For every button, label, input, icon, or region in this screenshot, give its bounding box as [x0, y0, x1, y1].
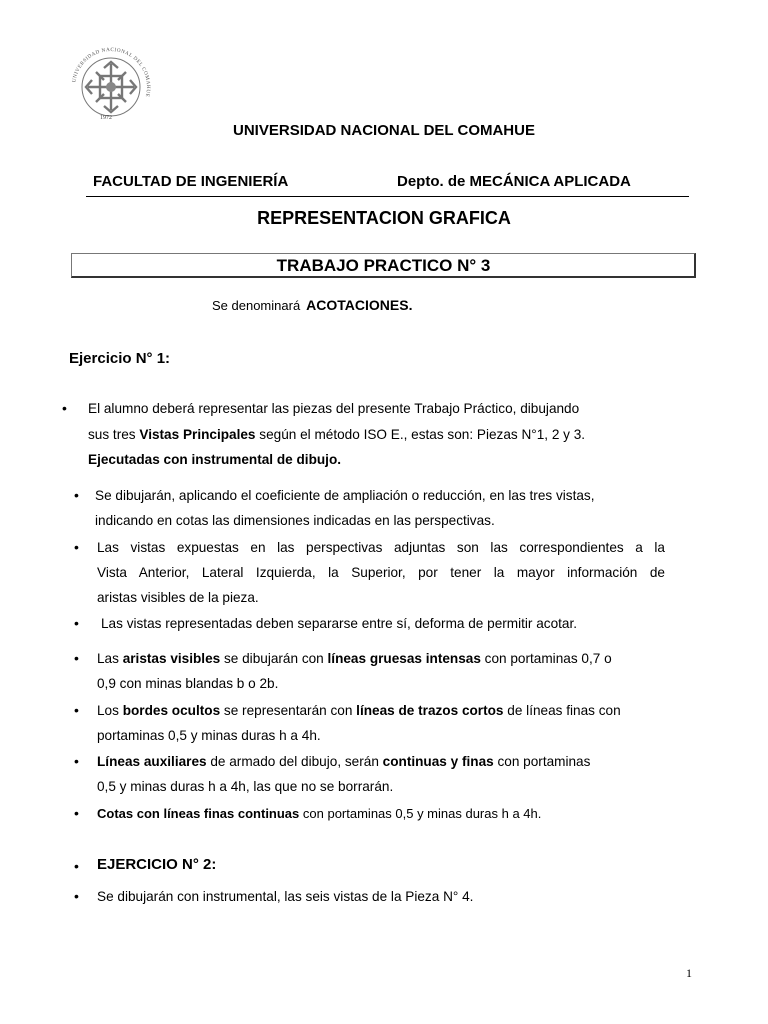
- page-number: 1: [686, 966, 692, 980]
- ex1-b4-line1: Las vistas representadas deben separarse entre sí, deforma de permitir acotar.: [101, 616, 578, 631]
- intro-name: ACOTACIONES.: [306, 297, 413, 313]
- intro-line: [212, 297, 412, 313]
- bullet-icon: •: [74, 539, 79, 555]
- university-name: UNIVERSIDAD NACIONAL DEL COMAHUE: [233, 122, 535, 139]
- ex1-b6-line1: Los bordes ocultos se representarán con líneas de trazos cortos de líneas finas con: [97, 703, 621, 718]
- bullet-icon: •: [74, 615, 79, 631]
- logo-year: 1972: [100, 115, 112, 121]
- bullet-icon: •: [74, 858, 79, 874]
- svg-text:UNIVERSIDAD NACIONAL DEL COMAH: UNIVERSIDAD NACIONAL DEL COMAHUE: [71, 46, 152, 98]
- exercise-1-heading: Ejercicio N° 1:: [69, 350, 171, 367]
- ex1-b5-line2: 0,9 con minas blandas b o 2b.: [97, 676, 279, 691]
- bullet-icon: •: [74, 805, 79, 821]
- header-divider: [86, 196, 689, 197]
- ex1-b7-line2: 0,5 y minas duras h a 4h, las que no se borrarán.: [97, 779, 394, 794]
- ex1-b3-line3: aristas visibles de la pieza.: [97, 590, 259, 605]
- ex1-b7-line1: Líneas auxiliares de armado del dibujo, serán continuas y finas con portaminas: [97, 754, 591, 769]
- ex1-b3-line1: Las vistas expuestas en las perspectivas adjuntas son las correspondientes a la: [97, 540, 665, 555]
- ex1-b1-line3: Ejecutadas con instrumental de dibujo.: [88, 452, 342, 467]
- practical-title: TRABAJO PRACTICO N° 3: [276, 256, 491, 275]
- bullet-icon: •: [74, 650, 79, 666]
- faculty-name: FACULTAD DE INGENIERÍA: [93, 173, 289, 190]
- ex1-b5-line1: Las aristas visibles se dibujarán con líneas gruesas intensas con portaminas 0,7 o: [97, 651, 612, 666]
- bullet-icon: •: [74, 888, 79, 904]
- bullet-icon: •: [62, 400, 67, 416]
- exercise-2-heading: EJERCICIO N° 2:: [97, 856, 217, 873]
- ex1-b1-line1: El alumno deberá representar las piezas del presente Trabajo Práctico, dibujando: [88, 401, 580, 416]
- bullet-icon: •: [74, 702, 79, 718]
- bullet-icon: •: [74, 753, 79, 769]
- ex1-b3-line2: Vista Anterior, Lateral Izquierda, la Superior, por tener la mayor información de: [97, 565, 665, 580]
- ex2-b1-line1: Se dibujarán con instrumental, las seis vistas de la Pieza N° 4.: [97, 889, 474, 904]
- ex1-b6-line2: portaminas 0,5 y minas duras h a 4h.: [97, 728, 321, 743]
- department-name: Depto. de MECÁNICA APLICADA: [397, 173, 631, 190]
- ex1-b8-line1: Cotas con líneas finas continuas con portaminas 0,5 y minas duras h a 4h.: [97, 806, 542, 821]
- subject-title: REPRESENTACION GRAFICA: [257, 208, 511, 228]
- bullet-icon: •: [74, 487, 79, 503]
- ex1-b2-line2: indicando en cotas las dimensiones indicadas en las perspectivas.: [95, 513, 495, 528]
- ex1-b2-line1: Se dibujarán, aplicando el coeficiente de ampliación o reducción, en las tres vistas,: [95, 488, 595, 503]
- ex1-b1-line2: sus tres Vistas Principales según el método ISO E., estas son: Piezas N°1, 2 y 3.: [88, 427, 586, 442]
- intro-prefix: Se denominará: [212, 298, 301, 313]
